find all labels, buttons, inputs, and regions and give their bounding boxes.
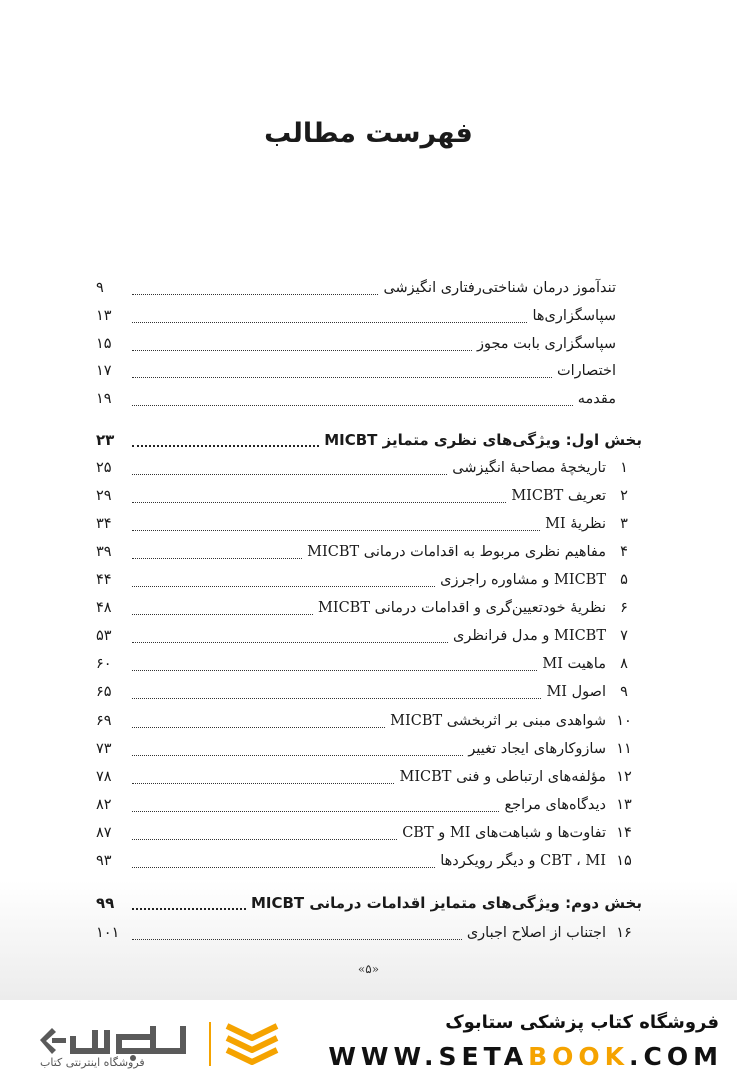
toc-page-number: ۲۹ <box>96 488 112 504</box>
toc-page-number: ۱۹ <box>96 391 112 407</box>
toc-entry-title: ماهیت MI <box>542 656 606 672</box>
dot-leader <box>132 783 394 784</box>
dot-leader <box>132 502 506 503</box>
dot-leader <box>132 670 537 671</box>
toc-entry-title: سپاسگزاری‌ها <box>532 308 616 324</box>
chapter-number: ۹ <box>620 684 628 700</box>
chapter-number: ۱ <box>620 460 628 476</box>
toc-entry[interactable] <box>96 512 642 536</box>
toc-entry[interactable] <box>96 821 642 845</box>
toc-entry[interactable] <box>96 332 642 356</box>
chapter-number: ۷ <box>620 628 628 644</box>
toc-entry-title: بخش اول: ویژگی‌های نظری متمایز MICBT <box>324 431 642 449</box>
dot-leader <box>132 377 552 378</box>
toc-entry-title: تاریخچهٔ مصاحبهٔ انگیزشی <box>452 460 606 476</box>
dot-leader <box>132 614 313 615</box>
toc-page-number: ۹ <box>96 280 104 296</box>
toc-entry[interactable] <box>96 709 642 733</box>
dot-leader <box>132 867 435 868</box>
dot-leader <box>132 755 463 756</box>
dot-leader <box>132 558 302 559</box>
toc-entry-title: MICBT و مشاوره راجرزی <box>440 572 606 588</box>
dot-leader <box>132 294 378 295</box>
dot-leader <box>132 445 319 447</box>
toc-entry-title: نظریهٔ خودتعیین‌گری و اقدامات درمانی MICBT <box>318 600 606 616</box>
toc-entry-title: CBT ، MI و دیگر رویکردها <box>440 853 606 869</box>
toc-entry[interactable] <box>96 849 642 873</box>
toc-page-number: ۵۳ <box>96 628 112 644</box>
chapter-number: ۱۳ <box>616 797 632 813</box>
toc-entry[interactable] <box>96 921 642 945</box>
dot-leader <box>132 908 246 910</box>
toc-entry-title: MICBT و مدل فرانظری <box>453 628 606 644</box>
chapter-number: ۱۶ <box>616 925 632 941</box>
chapter-number: ۱۵ <box>616 853 632 869</box>
store-banner <box>0 1000 737 1080</box>
chapter-number: ۶ <box>620 600 628 616</box>
dot-leader <box>132 939 462 940</box>
dot-leader <box>132 350 472 351</box>
chapter-number: ۱۲ <box>616 769 632 785</box>
dot-leader <box>132 530 540 531</box>
url-highlight: BOOK <box>528 1042 630 1071</box>
toc-entry[interactable] <box>96 359 642 383</box>
toc-page-number: ۱۵ <box>96 336 112 352</box>
toc-entry-title: اصول MI <box>546 684 606 700</box>
toc-entry[interactable] <box>96 680 642 704</box>
chapter-number: ۸ <box>620 656 628 672</box>
toc-entry[interactable] <box>96 387 642 411</box>
toc-section-heading[interactable] <box>96 428 642 452</box>
toc-entry[interactable] <box>96 540 642 564</box>
dot-leader <box>132 322 527 323</box>
toc-page-number: ۷۸ <box>96 769 112 785</box>
toc-entry-title: اختصارات <box>556 363 616 379</box>
toc-page-number: ۱۷ <box>96 363 112 379</box>
store-url[interactable] <box>328 1042 723 1071</box>
url-prefix: WWW.SETA <box>328 1042 529 1071</box>
url-suffix: .COM <box>629 1042 723 1071</box>
toc-page-number: ۲۵ <box>96 460 112 476</box>
toc-entry-title: تعریف MICBT <box>511 488 606 504</box>
toc-entry[interactable] <box>96 276 642 300</box>
toc-entry-title: مفاهیم نظری مربوط به اقدامات درمانی MICBT <box>307 544 606 560</box>
toc-entry-title: اجتناب از اصلاح اجباری <box>466 925 606 941</box>
page-number: «۵» <box>357 962 380 976</box>
toc-entry-title: سپاسگزاری بابت مجوز <box>476 336 616 352</box>
toc-entry[interactable] <box>96 596 642 620</box>
toc-entry[interactable] <box>96 624 642 648</box>
dot-leader <box>132 642 448 643</box>
toc-entry-title: شواهدی مبنی بر اثربخشی MICBT <box>390 713 606 729</box>
toc-page-number: ۷۳ <box>96 741 112 757</box>
toc-page-number: ۸۷ <box>96 825 112 841</box>
toc-page-number: ۳۹ <box>96 544 112 560</box>
toc-page-number: ۱۰۱ <box>96 925 120 941</box>
page-title: فهرست مطالب <box>264 118 473 149</box>
toc-entry-title: مؤلفه‌های ارتباطی و فنی MICBT <box>399 769 606 785</box>
chapter-number: ۴ <box>620 544 628 560</box>
dot-leader <box>132 405 573 406</box>
chapter-number: ۲ <box>620 488 628 504</box>
toc-page-number: ۴۸ <box>96 600 112 616</box>
dot-leader <box>132 474 447 475</box>
toc-entry-title: نظریهٔ MI <box>545 516 606 532</box>
toc-entry-title: تندآموز درمان شناختی‌رفتاری انگیزشی <box>383 280 616 296</box>
toc-entry-title: سازوکارهای ایجاد تغییر <box>468 741 606 757</box>
chapter-number: ۵ <box>620 572 628 588</box>
toc-entry[interactable] <box>96 737 642 761</box>
toc-page-number: ۹۹ <box>96 894 115 912</box>
toc-page-number: ۸۲ <box>96 797 112 813</box>
toc-page-number: ۶۹ <box>96 713 112 729</box>
toc-entry[interactable] <box>96 304 642 328</box>
logo-subtitle: فروشگاه اینترنتی کتاب <box>40 1056 145 1069</box>
toc-entry[interactable] <box>96 793 642 817</box>
toc-section-heading[interactable] <box>96 891 642 915</box>
toc-page-number: ۱۳ <box>96 308 112 324</box>
toc-entry[interactable] <box>96 484 642 508</box>
dot-leader <box>132 698 541 699</box>
toc-page-number: ۶۰ <box>96 656 112 672</box>
toc-page-number: ۶۵ <box>96 684 112 700</box>
chapter-number: ۱۴ <box>616 825 632 841</box>
toc-entry[interactable] <box>96 456 642 480</box>
dot-leader <box>132 727 385 728</box>
toc-page-number: ۹۳ <box>96 853 112 869</box>
toc-entry-title: بخش دوم: ویژگی‌های متمایز اقدامات درمانی MICBT <box>250 894 642 912</box>
toc-entry[interactable] <box>96 568 642 592</box>
toc-page-number: ۴۴ <box>96 572 112 588</box>
dot-leader <box>132 839 397 840</box>
store-name: فروشگاه کتاب پزشکی ستابوک <box>445 1012 719 1033</box>
toc-entry-title: دیدگاه‌های مراجع <box>504 797 606 813</box>
toc-entry-title: مقدمه <box>577 391 616 407</box>
toc-entry[interactable] <box>96 652 642 676</box>
chapter-number: ۱۰ <box>616 713 632 729</box>
toc-entry[interactable] <box>96 765 642 789</box>
dot-leader <box>132 811 499 812</box>
chapter-number: ۳ <box>620 516 628 532</box>
toc-page-number: ۳۴ <box>96 516 112 532</box>
chapter-number: ۱۱ <box>616 741 632 757</box>
toc-entry-title: تفاوت‌ها و شباهت‌های MI و CBT <box>402 825 606 841</box>
toc-page-number: ۲۳ <box>96 431 115 449</box>
dot-leader <box>132 586 435 587</box>
